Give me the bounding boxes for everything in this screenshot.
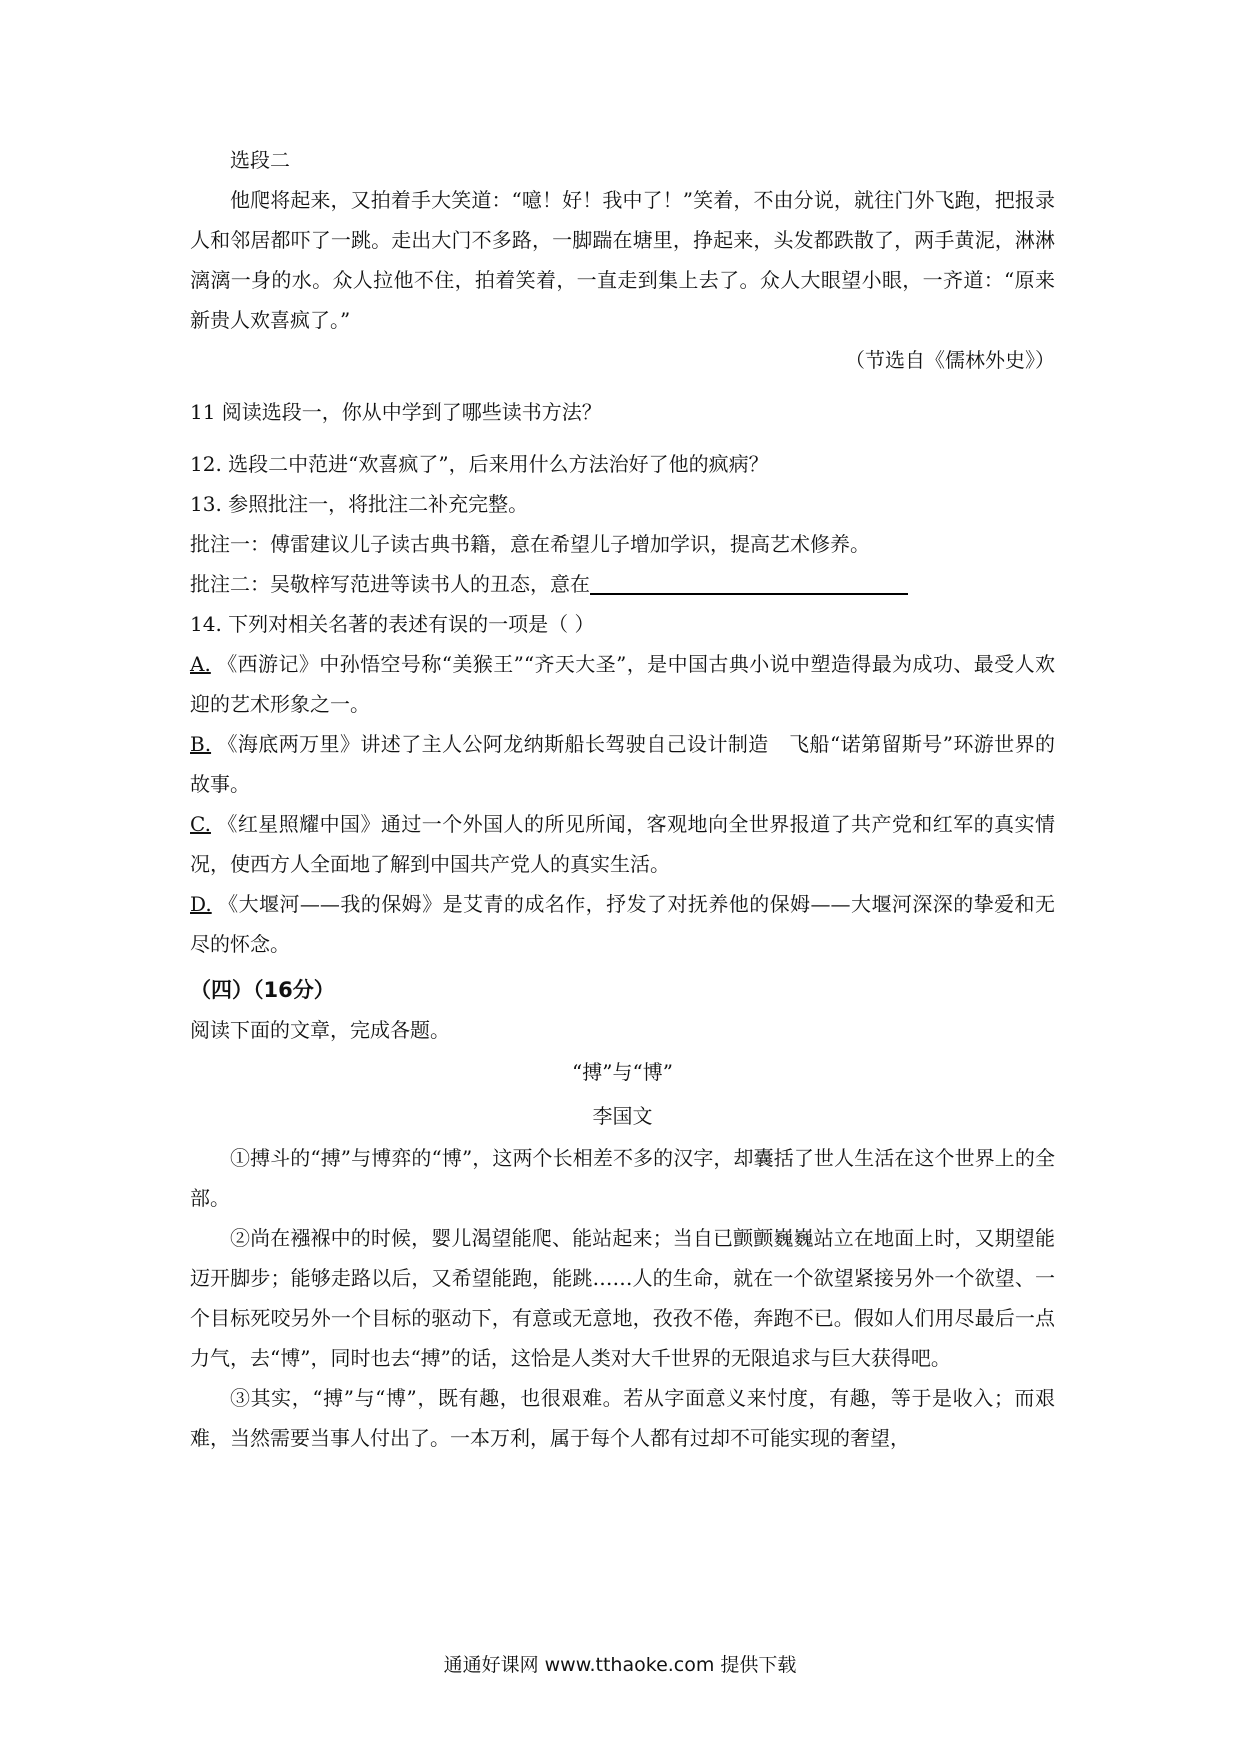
answer-blank[interactable] [590, 567, 908, 595]
article-paragraph-3: ③其实，“搏”与“博”，既有趣，也很艰难。若从字面意义来忖度，有趣，等于是收入；而艰难，当然需要当事人付出了。一本万利，属于每个人都有过却不可能实现的奢望， [190, 1386, 1055, 1450]
section-4-heading: （四）（16分） [190, 978, 335, 1002]
option-text: 《西游记》中孙悟空号称“美猴王”“齐天大圣”，是中国古典小说中塑造得最为成功、最受人欢迎的艺术形象之一。 [190, 652, 1055, 716]
question-13: 13. 参照批注一，将批注二补充完整。 [190, 492, 529, 516]
question-14: 14. 下列对相关名著的表述有误的一项是（ ） [190, 612, 595, 636]
option-letter: A. [190, 652, 211, 676]
option-d[interactable] [190, 884, 1055, 964]
option-b[interactable] [190, 724, 1055, 804]
annotation-2-text: 批注二：吴敬梓写范进等读书人的丑态，意在 [190, 572, 590, 596]
option-letter: B. [190, 732, 212, 756]
article-paragraph-2: ②尚在襁褓中的时候，婴儿渴望能爬、能站起来；当自已颤颤巍巍站立在地面上时，又期望能迈开脚步；能够走路以后，又希望能跑，能跳……人的生命，就在一个欲望紧接另外一个欲望、一个目标死咬另外一个目标的驱动下，有意或无意地，孜孜不倦，奔跑不已。假如人们用尽最后一点力气，去“博”，同时也去“搏”的话，这恰是人类对大千世界的无限追求与巨大获得吧。 [190, 1226, 1055, 1370]
option-letter: C. [190, 812, 211, 836]
article-title: “搏”与“博” [572, 1060, 673, 1084]
document-page [190, 140, 1055, 1458]
excerpt2-source: （节选自《儒林外史》） [845, 348, 1055, 372]
excerpt2-heading: 选段二 [230, 148, 290, 172]
option-c[interactable] [190, 804, 1055, 884]
page-footer: 通通好课网 www.tthaoke.com 提供下载 [443, 1654, 797, 1676]
option-a[interactable] [190, 644, 1055, 724]
question-12: 12. 选段二中范进“欢喜疯了”，后来用什么方法治好了他的疯病？ [190, 452, 769, 476]
annotation-1: 批注一：傅雷建议儿子读古典书籍，意在希望儿子增加学识，提高艺术修养。 [190, 532, 870, 556]
option-text: 《大堰河——我的保姆》是艾青的成名作，抒发了对抚养他的保姆——大堰河深深的挚爱和无尽的怀念。 [190, 892, 1055, 956]
excerpt2-paragraph: 他爬将起来，又拍着手大笑道：“噫！好！我中了！”笑着，不由分说，就往门外飞跑，把报录人和邻居都吓了一跳。走出大门不多路，一脚踹在塘里，挣起来，头发都跌散了，两手黄泥，淋淋漓漓一身的水。众人拉他不住，拍着笑着，一直走到集上去了。众人大眼望小眼，一齐道：“原来新贵人欢喜疯了。” [190, 188, 1055, 332]
excerpt2-body [190, 180, 1055, 340]
article-paragraph-1: ①搏斗的“搏”与博弈的“博”，这两个长相差不多的汉字，却囊括了世人生活在这个世界上的全部。 [190, 1146, 1055, 1210]
article-body [190, 1138, 1055, 1458]
option-text: 《海底两万里》讲述了主人公阿龙纳斯船长驾驶自己设计制造 飞船“诺第留斯号”环游世界的故事。 [190, 732, 1055, 796]
section-4-instruction: 阅读下面的文章，完成各题。 [190, 1018, 450, 1042]
annotation-2 [190, 564, 1055, 604]
option-letter: D. [190, 892, 212, 916]
option-text: 《红星照耀中国》通过一个外国人的所见所闻，客观地向全世界报道了共产党和红军的真实情况，使西方人全面地了解到中国共产党人的真实生活。 [190, 812, 1055, 876]
article-author: 李国文 [592, 1104, 653, 1128]
question-11: 11 阅读选段一，你从中学到了哪些读书方法？ [190, 400, 602, 424]
